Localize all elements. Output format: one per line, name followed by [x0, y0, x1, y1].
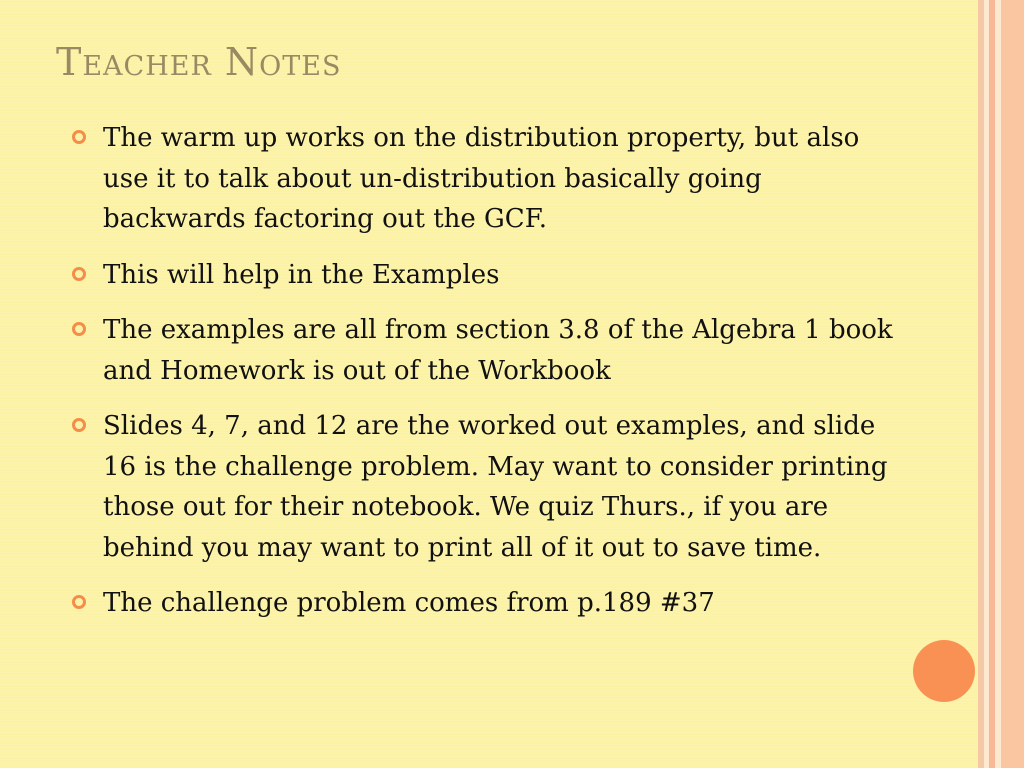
bullet-circle-icon: [72, 418, 86, 432]
bullet-text: Slides 4, 7, and 12 are the worked out examples, and slide 16 is the challenge problem. May want to consider printing those out for their notebook. We quiz Thurs., if you are behind you may want to print all of it out to save time.: [103, 411, 888, 563]
bullet-circle-icon: [72, 595, 86, 609]
bullet-item: [72, 406, 902, 568]
bullet-circle-icon: [72, 322, 86, 336]
bullet-item: [72, 583, 902, 624]
bullet-text: The challenge problem comes from p.189 #37: [103, 588, 715, 618]
side-stripe: [1001, 0, 1024, 768]
bullet-text: The examples are all from section 3.8 of the Algebra 1 book and Homework is out of the Workbook: [103, 315, 893, 386]
bullet-text: This will help in the Examples: [103, 259, 500, 290]
bullet-circle-icon: [72, 267, 86, 281]
bullet-list: [72, 118, 902, 639]
bullet-item: [72, 118, 902, 240]
bullet-item: [72, 310, 902, 391]
slide-title: Teacher Notes: [56, 40, 342, 84]
bullet-item: [72, 255, 902, 296]
bullet-circle-icon: [72, 130, 86, 144]
bullet-text: The warm up works on the distribution property, but also use it to talk about un-distribution basically going backwards factoring out the GCF.: [103, 123, 860, 234]
decorative-circle-icon: [913, 640, 975, 702]
